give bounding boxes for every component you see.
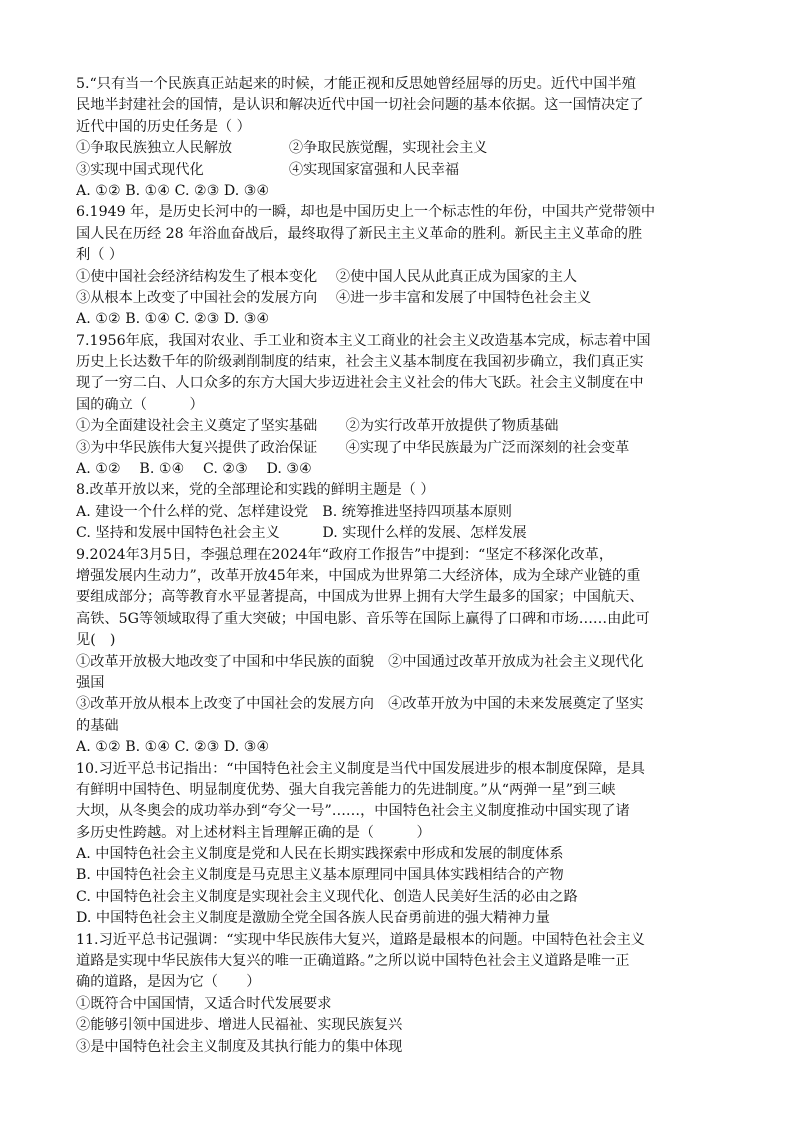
question-7 [76,331,724,481]
question-stem-line: 大坝，从冬奥会的成功举办到“夸父一号”……，中国特色社会主义制度推动中国实现了诸 [76,803,630,820]
question-stem-line: 近代中国的历史任务是（ ） [76,118,251,135]
question-option-line: ③改革开放从根本上改变了中国社会的发展方向 ④改革开放为中国的未来发展奠定了坚实 [76,696,644,713]
question-option-line: ③实现中国式现代化 ④实现国家富强和人民幸福 [76,161,460,178]
question-option-line: 强国 [76,674,105,691]
question-11 [76,930,724,1058]
question-option-line: ①既符合中国国情，又适合时代发展要求 [76,995,332,1012]
question-stem-line: 利（ ） [76,247,124,264]
question-stem-line: 增强发展内生动力”，改革开放45年来，中国成为世界第二大经济体，成为全球产业链的重 [76,567,641,584]
question-option-line: ①改革开放极大地改变了中国和中华民族的面貌 ②中国通过改革开放成为社会主义现代化 [76,653,644,670]
question-stem-line: 10.习近平总书记指出：“中国特色社会主义制度是当代中国发展进步的根本制度保障，是具 [76,760,645,777]
question-stem-line: 现了一穷二白、人口众多的东方大国大步迈进社会主义社会的伟大飞跃。社会主义制度在中 [76,375,644,392]
question-option-line: A. ①② B. ①④ C. ②③ D. ③④ [76,311,270,328]
question-8 [76,480,724,544]
question-stem-line: 5.“只有当一个民族真正站起来的时候，才能正视和反思她曾经屈辱的历史。近代中国半殖 [76,76,636,92]
question-stem-line: 多历史性跨越。对上述材料主旨理解正确的是（ ） [76,824,431,841]
question-stem-line: 11.习近平总书记强调：“实现中华民族伟大复兴，道路是最根本的问题。中国特色社会主义 [76,931,645,948]
question-option-line: A. 中国特色社会主义制度是党和人民在长期实践探索中形成和发展的制度体系 [76,846,564,863]
question-option-line: B. 中国特色社会主义制度是马克思主义基本原理同中国具体实践相结合的产物 [76,867,564,884]
question-option-line: A. ①② B. ①④ C. ②③ D. ③④ [76,182,270,199]
question-option-line: 的基础 [76,717,119,734]
question-10 [76,759,724,930]
question-option-line: D. 中国特色社会主义制度是激励全党全国各族人民奋勇前进的强大精神力量 [76,910,550,927]
question-stem-line: 国人民在历经 28 年浴血奋战后，最终取得了新民主主义革命的胜利。新民主主义革命的胜 [76,225,643,242]
question-stem-line: 道路是实现中华民族伟大复兴的唯一正确道路。”之所以说中国特色社会主义道路是唯一正 [76,953,630,970]
question-option-line: ①为全面建设社会主义奠定了坚实基础 ②为实行改革开放提供了物质基础 [76,418,559,435]
question-stem-line: 历史上长达数千年的阶级剥削制度的结束，社会主义基本制度在我国初步确立，我们真正实 [76,354,644,371]
question-option-line: ③是中国特色社会主义制度及其执行能力的集中体现 [76,1038,403,1055]
question-option-line: A. ①② B. ①④ C. ②③ D. ③④ [76,739,270,756]
question-stem-line: 高铁、5G等领域取得了重大突破；中国电影、音乐等在国际上赢得了口碑和市场……由此可 [76,610,650,627]
question-stem-line: 国的确立（ ） [76,396,204,413]
question-stem-line: 有鲜明中国特色、明显制度优势、强大自我完善能力的先进制度。”从“两弹一星”到三峡 [76,781,616,798]
question-option-line: ③为中华民族伟大复兴提供了政治保证 ④实现了中华民族最为广泛而深刻的社会变革 [76,439,630,456]
question-stem-line: 要组成部分；高等教育水平显著提高，中国成为世界上拥有大学生最多的国家；中国航天、 [76,589,644,606]
question-option-line: ②能够引领中国进步、增进人民福祉、实现民族复兴 [76,1017,403,1034]
question-stem-line: 见( ) [76,632,116,649]
question-stem-line: 7.1956年底，我国对农业、手工业和资本主义工商业的社会主义改造基本完成，标志着中国 [76,332,651,349]
question-stem-line: 6.1949 年，是历史长河中的一瞬，却也是中国历史上一个标志性的年份，中国共产党带领中 [76,204,656,221]
question-9 [76,545,724,759]
question-5 [76,74,724,202]
question-option-line: ①争取民族独立人民解放 ②争取民族觉醒，实现社会主义 [76,140,488,157]
question-option-line: ①使中国社会经济结构发生了根本变化 ②使中国人民从此真正成为国家的主人 [76,268,578,285]
exam-page [76,74,724,1058]
question-6 [76,202,724,330]
question-option-line: A. ①② B. ①④ C. ②③ D. ③④ [76,461,312,478]
question-stem-line: 9.2024年3月5日，李强总理在2024年“政府工作报告”中提到：“坚定不移深化改革， [76,546,614,563]
question-option-line: C. 中国特色社会主义制度是实现社会主义现代化、创造人民美好生活的必由之路 [76,888,578,905]
question-option-line: C. 坚持和发展中国特色社会主义 D. 实现什么样的发展、怎样发展 [76,525,527,542]
question-stem-line: 民地半封建社会的国情，是认识和解决近代中国一切社会问题的基本依据。这一国情决定了 [76,97,644,114]
question-stem-line: 8.改革开放以来，党的全部理论和实践的鲜明主题是（ ） [76,482,435,499]
question-option-line: A. 建设一个什么样的党、怎样建设党 B. 统筹推进坚持四项基本原则 [76,503,512,520]
question-stem-line: 确的道路，是因为它（ ） [76,974,261,991]
question-option-line: ③从根本上改变了中国社会的发展方向 ④进一步丰富和发展了中国特色社会主义 [76,289,592,306]
